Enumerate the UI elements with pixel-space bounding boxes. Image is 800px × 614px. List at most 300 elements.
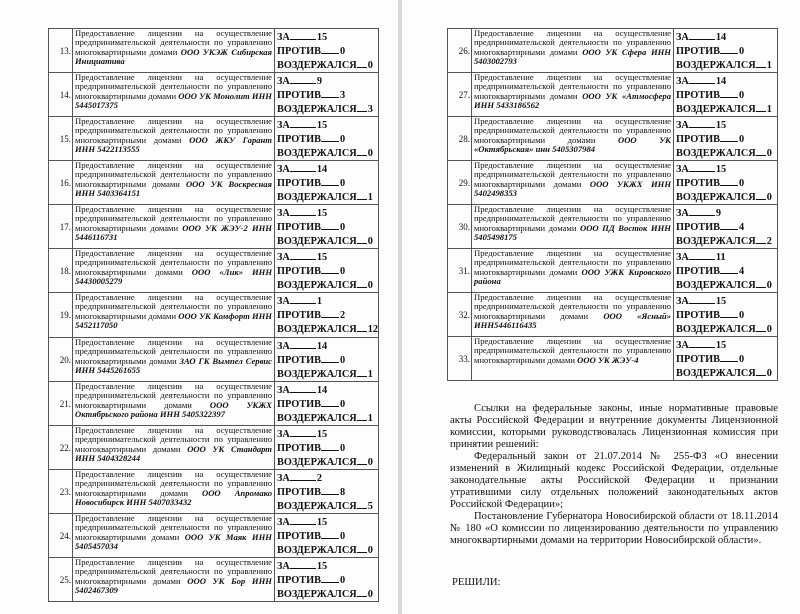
vote-count: 1 (367, 192, 373, 203)
vote-count: 0 (766, 324, 772, 335)
vote-label: ПРОТИВ (277, 575, 321, 586)
vote-count: 1 (766, 104, 772, 115)
vote-blank-line (720, 220, 738, 230)
vote-blank-line (290, 250, 316, 260)
vote-blank-line (357, 367, 367, 377)
row-number: 22. (49, 426, 73, 470)
vote-blank-line (321, 485, 339, 495)
vote-count: 3 (367, 104, 373, 115)
vote-blank-line (290, 515, 316, 525)
vote-abstained (277, 146, 376, 160)
vote-count: 0 (340, 266, 346, 277)
vote-count: 14 (715, 76, 727, 87)
organization-name: ООО УК Монолит ИНН 5445017375 (75, 90, 272, 111)
vote-label: ВОЗДЕРЖАЛСЯ (277, 457, 357, 468)
vote-for (676, 338, 775, 352)
vote-blank-line (290, 74, 316, 84)
vote-against (676, 352, 775, 366)
vote-count: 15 (316, 561, 328, 572)
vote-result (275, 205, 379, 249)
vote-label: ПРОТИВ (676, 134, 720, 145)
vote-for (676, 74, 775, 88)
vote-count: 15 (316, 120, 328, 131)
row-number: 26. (448, 29, 472, 73)
vote-abstained (277, 190, 376, 204)
vote-blank-line (756, 234, 766, 244)
organization-name: ООО УК ЖЭУ-4 (577, 354, 639, 365)
vote-count: 15 (316, 517, 328, 528)
vote-count: 15 (316, 32, 328, 43)
vote-label: ПРОТИВ (277, 266, 321, 277)
row-description (73, 161, 275, 205)
vote-abstained (277, 587, 376, 601)
table-row (49, 117, 379, 161)
vote-count: 0 (367, 60, 373, 71)
vote-abstained (676, 58, 775, 72)
vote-label: ВОЗДЕРЖАЛСЯ (277, 148, 357, 159)
vote-count: 0 (766, 148, 772, 159)
row-number: 17. (49, 205, 73, 249)
vote-count: 11 (715, 252, 726, 263)
vote-blank-line (756, 58, 766, 68)
description-text: Предоставление лицензии на осуществление предпринимательской деятельности по управлению многоквартирными домами (75, 28, 272, 57)
vote-label: ВОЗДЕРЖАЛСЯ (277, 501, 357, 512)
vote-blank-line (689, 338, 715, 348)
vote-count: 0 (340, 178, 346, 189)
organization-name: ООО Апромако Новосибирск ИНН 5407033432 (75, 487, 272, 508)
vote-blank-line (321, 88, 339, 98)
vote-against (277, 353, 376, 367)
vote-count: 0 (367, 589, 373, 600)
vote-count: 0 (739, 354, 745, 365)
vote-blank-line (357, 190, 367, 200)
table-row (49, 470, 379, 514)
reference-federal-law: Федеральный закон от 21.07.2014 № 255-ФЗ «О внесении изменений в Жилищный кодекс Российской Федерации, отдельные законодательные акты Российской Федерации и признании утратившими силу отдельных положений законодательных актов Российской Федерации»; (450, 451, 778, 510)
vote-blank-line (357, 322, 367, 332)
vote-count: 15 (715, 164, 727, 175)
vote-label: ЗА (277, 429, 290, 440)
row-description (73, 470, 275, 514)
vote-blank-line (357, 234, 367, 244)
vote-result (275, 249, 379, 293)
row-description (73, 426, 275, 470)
organization-name: ООО УК Стандарт ИНН 5404328244 (75, 443, 272, 464)
vote-count: 1 (367, 413, 373, 424)
vote-blank-line (321, 397, 339, 407)
organization-name: ООО УК Комфорт ИНН 5452117050 (75, 310, 272, 331)
vote-label: ЗА (277, 341, 290, 352)
vote-against (277, 529, 376, 543)
description-text: Предоставление лицензии на осуществление предпринимательской деятельности по управлению многоквартирными домами (75, 513, 272, 542)
vote-count: 2 (316, 473, 323, 484)
description-text: Предоставление лицензии на осуществление предпринимательской деятельности по управлению многоквартирными домами (75, 292, 272, 321)
description-text: Предоставление лицензии на осуществление предпринимательской деятельности по управлению многоквартирными домами (474, 160, 671, 189)
vote-count: 0 (766, 192, 772, 203)
vote-blank-line (321, 353, 339, 363)
vote-count: 12 (367, 324, 379, 335)
vote-label: ПРОТИВ (277, 531, 321, 542)
vote-label: ПРОТИВ (676, 354, 720, 365)
description-text: Предоставление лицензии на осуществление предпринимательской деятельности по управлению многоквартирными домами (75, 425, 272, 454)
vote-abstained (277, 102, 376, 116)
vote-count: 0 (340, 531, 346, 542)
vote-count: 9 (316, 76, 323, 87)
vote-against (277, 264, 376, 278)
row-number: 29. (448, 161, 472, 205)
row-number: 28. (448, 117, 472, 161)
row-number: 33. (448, 337, 472, 381)
description-text: Предоставление лицензии на осуществление предпринимательской деятельности по управлению многоквартирными домами (474, 116, 671, 145)
organization-name: ООО УКЖХ ИНН 5402498353 (474, 178, 671, 199)
row-number: 16. (49, 161, 73, 205)
vote-label: ПРОТИВ (277, 399, 321, 410)
vote-for (676, 294, 775, 308)
vote-label: ЗА (676, 252, 689, 263)
vote-count: 0 (340, 134, 346, 145)
description-text: Предоставление лицензии на осуществление предпринимательской деятельности по управлению многоквартирными домами (75, 469, 272, 498)
organization-name: ООО УКЭЖ Сибирская Инициатива (75, 46, 272, 67)
vote-for (277, 162, 376, 176)
vote-for (277, 74, 376, 88)
vote-label: ВОЗДЕРЖАЛСЯ (676, 104, 756, 115)
vote-count: 3 (340, 90, 346, 101)
vote-count: 14 (316, 385, 328, 396)
vote-blank-line (689, 30, 715, 40)
vote-blank-line (357, 146, 367, 156)
vote-count: 0 (766, 280, 772, 291)
vote-blank-line (756, 190, 766, 200)
vote-blank-line (689, 206, 715, 216)
vote-blank-line (720, 176, 738, 186)
table-row (49, 161, 379, 205)
vote-count: 0 (739, 310, 745, 321)
vote-abstained (676, 366, 775, 380)
vote-blank-line (357, 543, 367, 553)
vote-blank-line (720, 88, 738, 98)
vote-for (277, 206, 376, 220)
table-row (49, 514, 379, 558)
vote-label: ЗА (277, 76, 290, 87)
page-left (0, 0, 398, 614)
vote-label: ПРОТИВ (277, 134, 321, 145)
row-number: 21. (49, 382, 73, 426)
organization-name: ООО УК «Октябрьская» инн 5405307984 (474, 134, 672, 155)
row-description (73, 29, 275, 73)
vote-blank-line (689, 118, 715, 128)
vote-label: ЗА (676, 296, 689, 307)
vote-against (277, 441, 376, 455)
vote-blank-line (756, 146, 766, 156)
vote-for (277, 427, 376, 441)
vote-for (676, 162, 775, 176)
row-number: 31. (448, 249, 472, 293)
vote-count: 0 (766, 368, 772, 379)
table-row (49, 558, 379, 602)
organization-name: ООО УК Сфера ИНН 5403002793 (474, 46, 671, 67)
row-description (472, 205, 674, 249)
table-row (49, 293, 379, 338)
vote-label: ЗА (676, 32, 689, 43)
vote-label: ЗА (676, 164, 689, 175)
organization-name: ООО УК ЖЭУ-2 ИНН 5446116731 (75, 222, 272, 243)
votes-table-left (48, 28, 379, 602)
vote-blank-line (290, 471, 316, 481)
description-text: Предоставление лицензии на осуществление предпринимательской деятельности по управлению многоквартирными домами (75, 557, 272, 586)
vote-label: ВОЗДЕРЖАЛСЯ (676, 236, 756, 247)
vote-count: 2 (766, 236, 772, 247)
vote-label: ПРОТИВ (676, 178, 720, 189)
vote-label: ЗА (277, 561, 290, 572)
description-text: Предоставление лицензии на осуществление предпринимательской деятельности по управлению многоквартирными домами (474, 204, 671, 233)
vote-for (277, 294, 376, 308)
vote-blank-line (720, 132, 738, 142)
vote-label: ЗА (277, 296, 290, 307)
description-text: Предоставление лицензии на осуществление предпринимательской деятельности по управлению многоквартирными домами (474, 336, 671, 365)
vote-result (275, 514, 379, 558)
vote-count: 14 (316, 341, 328, 352)
vote-label: ВОЗДЕРЖАЛСЯ (277, 589, 357, 600)
vote-result (674, 249, 778, 293)
vote-result (674, 29, 778, 73)
row-description (73, 117, 275, 161)
vote-label: ЗА (277, 164, 290, 175)
row-number: 19. (49, 293, 73, 338)
vote-blank-line (756, 278, 766, 288)
vote-for (676, 250, 775, 264)
vote-count: 0 (340, 399, 346, 410)
row-description (73, 293, 275, 338)
row-description (472, 337, 674, 381)
vote-abstained (676, 278, 775, 292)
vote-against (277, 573, 376, 587)
vote-label: ВОЗДЕРЖАЛСЯ (676, 148, 756, 159)
vote-blank-line (689, 74, 715, 84)
vote-abstained (277, 278, 376, 292)
description-text: Предоставление лицензии на осуществление предпринимательской деятельности по управлению многоквартирными домами (75, 337, 272, 366)
vote-label: ПРОТИВ (277, 178, 321, 189)
vote-result (674, 73, 778, 117)
table-row (448, 293, 778, 337)
vote-abstained (277, 367, 376, 381)
vote-label: ВОЗДЕРЖАЛСЯ (676, 280, 756, 291)
vote-label: ВОЗДЕРЖАЛСЯ (277, 413, 357, 424)
vote-result (275, 117, 379, 161)
vote-count: 8 (340, 487, 346, 498)
vote-count: 0 (739, 134, 745, 145)
vote-result (275, 558, 379, 602)
vote-label: ЗА (676, 340, 689, 351)
vote-blank-line (756, 102, 766, 112)
vote-count: 0 (367, 457, 373, 468)
vote-for (676, 118, 775, 132)
vote-count: 2 (340, 310, 346, 321)
vote-for (277, 383, 376, 397)
vote-abstained (277, 543, 376, 557)
vote-against (277, 88, 376, 102)
vote-against (676, 308, 775, 322)
vote-label: ПРОТИВ (277, 487, 321, 498)
vote-label: ВОЗДЕРЖАЛСЯ (277, 545, 357, 556)
vote-count: 1 (316, 296, 323, 307)
vote-against (676, 132, 775, 146)
vote-count: 15 (316, 208, 328, 219)
vote-result (275, 161, 379, 205)
description-text: Предоставление лицензии на осуществление предпринимательской деятельности по управлению многоквартирными домами (474, 72, 671, 101)
description-text: Предоставление лицензии на осуществление предпринимательской деятельности по управлению многоквартирными домами (75, 72, 272, 101)
vote-blank-line (689, 250, 715, 260)
vote-blank-line (357, 58, 367, 68)
vote-against (277, 176, 376, 190)
vote-blank-line (321, 44, 339, 54)
vote-count: 14 (715, 32, 727, 43)
vote-count: 1 (367, 369, 373, 380)
description-text: Предоставление лицензии на осуществление предпринимательской деятельности по управлению многоквартирными домами (75, 160, 272, 189)
table-row (448, 205, 778, 249)
description-text: Предоставление лицензии на осуществление предпринимательской деятельности по управлению многоквартирными домами (75, 381, 272, 410)
vote-label: ВОЗДЕРЖАЛСЯ (676, 368, 756, 379)
reference-governor-decree: Постановление Губернатора Новосибирской области от 18.11.2014 № 180 «О комиссии по лицензированию деятельности по управлению многоквартирными домами на территории Новосибирской области». (450, 511, 778, 546)
vote-label: ПРОТИВ (676, 90, 720, 101)
organization-name: ООО УК Маяк ИНН 5405457034 (75, 531, 272, 552)
vote-against (676, 88, 775, 102)
vote-result (275, 338, 379, 382)
vote-count: 0 (340, 222, 346, 233)
vote-blank-line (756, 322, 766, 332)
vote-blank-line (357, 411, 367, 421)
vote-count: 15 (316, 252, 328, 263)
table-row (49, 73, 379, 117)
row-number: 25. (49, 558, 73, 602)
row-description (73, 558, 275, 602)
row-description (472, 293, 674, 337)
vote-result (275, 293, 379, 338)
vote-count: 4 (739, 222, 745, 233)
vote-label: ЗА (277, 385, 290, 396)
vote-abstained (277, 499, 376, 513)
row-number: 32. (448, 293, 472, 337)
vote-count: 0 (739, 90, 745, 101)
vote-blank-line (290, 339, 316, 349)
row-description (73, 249, 275, 293)
vote-count: 15 (316, 429, 328, 440)
vote-label: ПРОТИВ (277, 90, 321, 101)
vote-label: ВОЗДЕРЖАЛСЯ (676, 324, 756, 335)
vote-abstained (277, 58, 376, 72)
table-row (49, 382, 379, 426)
vote-against (676, 44, 775, 58)
row-number: 24. (49, 514, 73, 558)
vote-result (674, 293, 778, 337)
vote-abstained (676, 190, 775, 204)
vote-blank-line (321, 308, 339, 318)
vote-count: 0 (739, 46, 745, 57)
vote-label: ВОЗДЕРЖАЛСЯ (277, 60, 357, 71)
vote-blank-line (290, 30, 316, 40)
row-number: 15. (49, 117, 73, 161)
vote-abstained (676, 234, 775, 248)
table-row (448, 161, 778, 205)
vote-blank-line (321, 264, 339, 274)
vote-against (277, 132, 376, 146)
vote-blank-line (357, 455, 367, 465)
table-row (49, 249, 379, 293)
page-right (402, 0, 800, 614)
vote-result (674, 117, 778, 161)
organization-name: ЗАО ГК Вымпел Сервис ИНН 5445261655 (75, 355, 272, 376)
row-description (472, 29, 674, 73)
vote-blank-line (720, 308, 738, 318)
vote-against (676, 220, 775, 234)
row-number: 27. (448, 73, 472, 117)
table-row (448, 29, 778, 73)
row-number: 13. (49, 29, 73, 73)
vote-abstained (277, 411, 376, 425)
vote-blank-line (290, 206, 316, 216)
row-description (472, 73, 674, 117)
vote-blank-line (321, 529, 339, 539)
vote-label: ВОЗДЕРЖАЛСЯ (277, 324, 357, 335)
vote-result (275, 29, 379, 73)
description-text: Предоставление лицензии на осуществление предпринимательской деятельности по управлению многоквартирными домами (474, 28, 671, 57)
table-row (49, 205, 379, 249)
vote-count: 5 (367, 501, 373, 512)
vote-label: ПРОТИВ (277, 355, 321, 366)
table-row (49, 29, 379, 73)
description-text: Предоставление лицензии на осуществление предпринимательской деятельности по управлению многоквартирными домами (75, 204, 272, 233)
organization-name: ООО ЖКУ Гарант ИНН 5422113555 (75, 134, 272, 155)
vote-blank-line (720, 352, 738, 362)
vote-result (674, 205, 778, 249)
vote-blank-line (290, 427, 316, 437)
vote-against (277, 220, 376, 234)
table-row (448, 73, 778, 117)
row-description (472, 117, 674, 161)
table-row (448, 337, 778, 381)
vote-count: 0 (340, 443, 346, 454)
description-text: Предоставление лицензии на осуществление предпринимательской деятельности по управлению многоквартирными домами (474, 292, 671, 321)
description-text: Предоставление лицензии на осуществление предпринимательской деятельности по управлению многоквартирными домами (75, 116, 272, 145)
vote-result (275, 426, 379, 470)
vote-label: ВОЗДЕРЖАЛСЯ (277, 192, 357, 203)
vote-label: ВОЗДЕРЖАЛСЯ (676, 192, 756, 203)
vote-result (275, 73, 379, 117)
organization-name: ООО «Ясный» ИНН5446116435 (474, 310, 672, 331)
organization-name: ООО УКЖХ Октябрьского района ИНН 5405322397 (75, 399, 272, 420)
vote-label: ЗА (277, 208, 290, 219)
vote-count: 15 (715, 340, 727, 351)
vote-for (676, 206, 775, 220)
vote-for (277, 559, 376, 573)
vote-blank-line (290, 294, 316, 304)
vote-result (275, 470, 379, 514)
vote-label: ВОЗДЕРЖАЛСЯ (676, 60, 756, 71)
vote-against (676, 176, 775, 190)
vote-for (277, 471, 376, 485)
vote-blank-line (321, 176, 339, 186)
vote-label: ЗА (277, 120, 290, 131)
vote-blank-line (756, 366, 766, 376)
vote-count: 0 (739, 178, 745, 189)
description-text: Предоставление лицензии на осуществление предпринимательской деятельности по управлению многоквартирными домами (75, 248, 272, 277)
vote-count: 4 (739, 266, 745, 277)
vote-against (277, 44, 376, 58)
vote-blank-line (357, 587, 367, 597)
vote-count: 0 (367, 148, 373, 159)
vote-blank-line (290, 162, 316, 172)
vote-blank-line (689, 162, 715, 172)
vote-against (277, 485, 376, 499)
votes-table-right (447, 28, 778, 381)
